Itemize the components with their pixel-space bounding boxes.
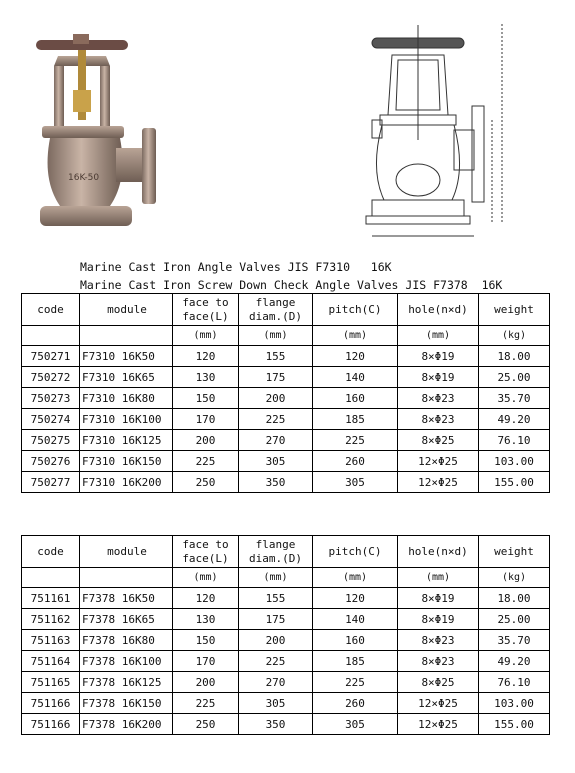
cell-face-to-face: 225 <box>173 451 239 472</box>
table-units-row <box>22 326 550 346</box>
table-row <box>22 651 550 672</box>
col-weight: weight <box>479 536 550 568</box>
cell-face-to-face: 250 <box>173 714 239 735</box>
col-hole: hole(n×d) <box>398 536 479 568</box>
cell-code: 751161 <box>22 588 80 609</box>
cell-weight: 49.20 <box>479 409 550 430</box>
cell-hole: 8×Φ23 <box>398 651 479 672</box>
unit-face-to-face: (mm) <box>173 326 239 346</box>
col-face-to-face: face to face(L) <box>173 294 239 326</box>
cell-hole: 8×Φ25 <box>398 672 479 693</box>
cell-module: F7378 16K80 <box>80 630 173 651</box>
col-flange-diam: flange diam.(D) <box>239 536 313 568</box>
cell-module: F7310 16K200 <box>80 472 173 493</box>
cell-flange-diam: 350 <box>239 472 313 493</box>
col-flange-diam: flange diam.(D) <box>239 294 313 326</box>
table-row <box>22 388 550 409</box>
cell-hole: 8×Φ23 <box>398 630 479 651</box>
cell-module: F7310 16K100 <box>80 409 173 430</box>
cell-weight: 18.00 <box>479 588 550 609</box>
cell-module: F7378 16K50 <box>80 588 173 609</box>
cell-pitch: 160 <box>313 388 398 409</box>
cell-pitch: 160 <box>313 630 398 651</box>
cell-code: 751162 <box>22 609 80 630</box>
cell-module: F7310 16K125 <box>80 430 173 451</box>
cell-face-to-face: 120 <box>173 588 239 609</box>
col-code: code <box>22 294 80 326</box>
cell-weight: 103.00 <box>479 451 550 472</box>
table-row <box>22 409 550 430</box>
cell-code: 750274 <box>22 409 80 430</box>
cell-weight: 49.20 <box>479 651 550 672</box>
unit-hole: (mm) <box>398 568 479 588</box>
cell-face-to-face: 150 <box>173 388 239 409</box>
unit-weight: (kg) <box>479 326 550 346</box>
table-body-f7310 <box>22 346 550 493</box>
cell-flange-diam: 270 <box>239 672 313 693</box>
table-row <box>22 588 550 609</box>
spec-table-f7310 <box>21 293 550 493</box>
table-row <box>22 430 550 451</box>
cell-code: 750272 <box>22 367 80 388</box>
spec-table-f7378 <box>21 535 550 735</box>
cell-flange-diam: 305 <box>239 693 313 714</box>
cell-weight: 155.00 <box>479 472 550 493</box>
cell-flange-diam: 175 <box>239 367 313 388</box>
cell-pitch: 225 <box>313 672 398 693</box>
cell-pitch: 140 <box>313 367 398 388</box>
cell-code: 750275 <box>22 430 80 451</box>
cell-code: 751165 <box>22 672 80 693</box>
title-f7310: Marine Cast Iron Angle Valves JIS F7310 16K <box>80 260 392 274</box>
cell-weight: 155.00 <box>479 714 550 735</box>
cell-module: F7378 16K65 <box>80 609 173 630</box>
cell-face-to-face: 170 <box>173 409 239 430</box>
cell-pitch: 185 <box>313 409 398 430</box>
table-row <box>22 672 550 693</box>
cell-flange-diam: 200 <box>239 630 313 651</box>
unit-pitch: (mm) <box>313 326 398 346</box>
table-row <box>22 451 550 472</box>
cell-pitch: 120 <box>313 588 398 609</box>
unit-face-to-face: (mm) <box>173 568 239 588</box>
cell-module: F7310 16K150 <box>80 451 173 472</box>
cell-pitch: 305 <box>313 714 398 735</box>
unit-pitch: (mm) <box>313 568 398 588</box>
cell-pitch: 260 <box>313 693 398 714</box>
cell-weight: 35.70 <box>479 388 550 409</box>
cell-hole: 12×Φ25 <box>398 714 479 735</box>
cell-code: 750276 <box>22 451 80 472</box>
cell-weight: 76.10 <box>479 672 550 693</box>
unit-hole: (mm) <box>398 326 479 346</box>
cell-flange-diam: 225 <box>239 409 313 430</box>
cell-face-to-face: 250 <box>173 472 239 493</box>
table-body-f7378 <box>22 588 550 735</box>
cell-flange-diam: 350 <box>239 714 313 735</box>
cell-hole: 8×Φ19 <box>398 346 479 367</box>
table-row <box>22 472 550 493</box>
col-pitch: pitch(C) <box>313 294 398 326</box>
table-row <box>22 346 550 367</box>
unit-weight: (kg) <box>479 568 550 588</box>
cell-hole: 8×Φ23 <box>398 388 479 409</box>
cell-pitch: 225 <box>313 430 398 451</box>
unit-flange-diam: (mm) <box>239 568 313 588</box>
table-header-row <box>22 294 550 326</box>
cell-code: 750277 <box>22 472 80 493</box>
cell-pitch: 120 <box>313 346 398 367</box>
table-row <box>22 367 550 388</box>
cell-face-to-face: 130 <box>173 367 239 388</box>
cell-face-to-face: 225 <box>173 693 239 714</box>
cell-hole: 12×Φ25 <box>398 451 479 472</box>
cell-weight: 35.70 <box>479 630 550 651</box>
cell-module: F7378 16K200 <box>80 714 173 735</box>
unit-flange-diam: (mm) <box>239 326 313 346</box>
col-code: code <box>22 536 80 568</box>
cell-face-to-face: 200 <box>173 672 239 693</box>
cell-code: 751163 <box>22 630 80 651</box>
cell-face-to-face: 130 <box>173 609 239 630</box>
photo-label: 16K-50 <box>68 173 100 183</box>
cell-flange-diam: 175 <box>239 609 313 630</box>
cell-module: F7378 16K150 <box>80 693 173 714</box>
cell-weight: 103.00 <box>479 693 550 714</box>
col-pitch: pitch(C) <box>313 536 398 568</box>
cell-module: F7378 16K125 <box>80 672 173 693</box>
cell-hole: 12×Φ25 <box>398 472 479 493</box>
cell-module: F7310 16K50 <box>80 346 173 367</box>
cell-hole: 8×Φ23 <box>398 409 479 430</box>
cell-code: 751166 <box>22 693 80 714</box>
cell-hole: 12×Φ25 <box>398 693 479 714</box>
cell-pitch: 305 <box>313 472 398 493</box>
cell-hole: 8×Φ19 <box>398 367 479 388</box>
cell-flange-diam: 155 <box>239 346 313 367</box>
cell-code: 750271 <box>22 346 80 367</box>
cell-pitch: 185 <box>313 651 398 672</box>
cell-face-to-face: 170 <box>173 651 239 672</box>
valve-photo <box>28 30 188 235</box>
cell-module: F7310 16K65 <box>80 367 173 388</box>
col-module: module <box>80 294 173 326</box>
table-row <box>22 609 550 630</box>
cell-weight: 18.00 <box>479 346 550 367</box>
cell-code: 751164 <box>22 651 80 672</box>
table-units-row <box>22 568 550 588</box>
cell-pitch: 260 <box>313 451 398 472</box>
cell-weight: 76.10 <box>479 430 550 451</box>
cell-flange-diam: 305 <box>239 451 313 472</box>
table-header-row <box>22 536 550 568</box>
cell-flange-diam: 155 <box>239 588 313 609</box>
col-module: module <box>80 536 173 568</box>
valve-technical-drawing <box>352 10 522 245</box>
cell-flange-diam: 225 <box>239 651 313 672</box>
cell-flange-diam: 200 <box>239 388 313 409</box>
table-row <box>22 714 550 735</box>
cell-hole: 8×Φ19 <box>398 609 479 630</box>
col-face-to-face: face to face(L) <box>173 536 239 568</box>
cell-weight: 25.00 <box>479 367 550 388</box>
cell-face-to-face: 150 <box>173 630 239 651</box>
title-f7378: Marine Cast Iron Screw Down Check Angle Valves JIS F7378 16K <box>80 278 503 292</box>
cell-weight: 25.00 <box>479 609 550 630</box>
cell-flange-diam: 270 <box>239 430 313 451</box>
cell-face-to-face: 200 <box>173 430 239 451</box>
product-titles <box>80 258 502 294</box>
table-row <box>22 630 550 651</box>
cell-hole: 8×Φ19 <box>398 588 479 609</box>
col-weight: weight <box>479 294 550 326</box>
cell-hole: 8×Φ25 <box>398 430 479 451</box>
cell-module: F7310 16K80 <box>80 388 173 409</box>
cell-face-to-face: 120 <box>173 346 239 367</box>
table-row <box>22 693 550 714</box>
col-hole: hole(n×d) <box>398 294 479 326</box>
cell-module: F7378 16K100 <box>80 651 173 672</box>
cell-code: 751166 <box>22 714 80 735</box>
cell-pitch: 140 <box>313 609 398 630</box>
cell-code: 750273 <box>22 388 80 409</box>
